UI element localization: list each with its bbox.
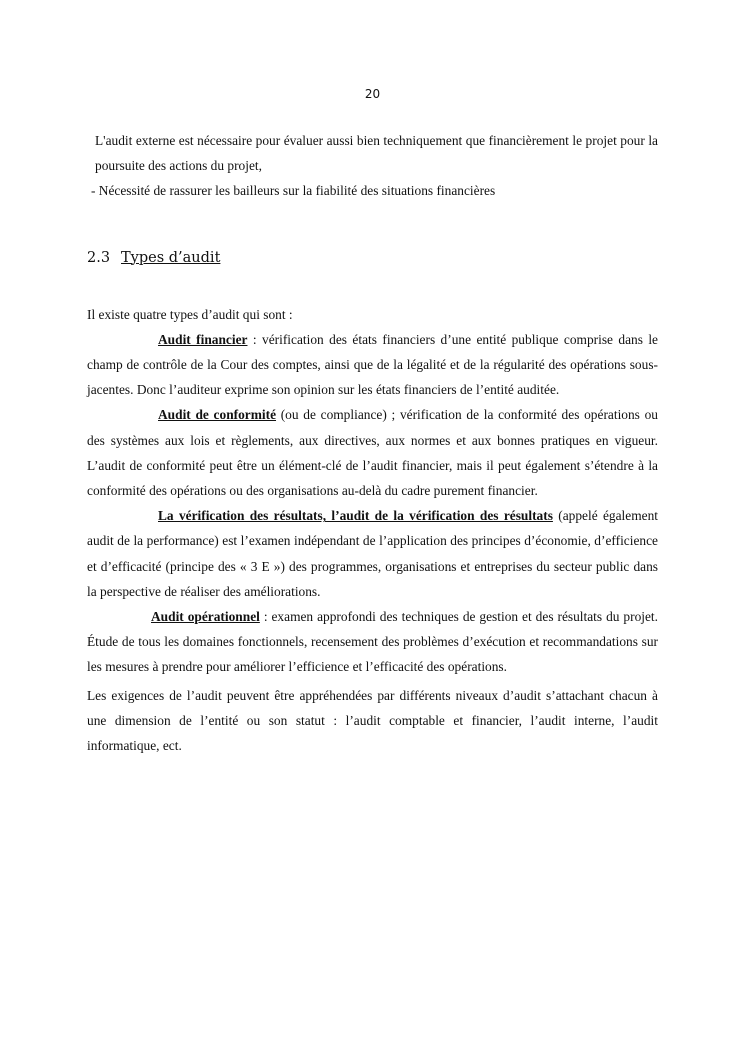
audit-type-performance xyxy=(87,503,658,604)
audit-type-financial xyxy=(87,327,658,403)
page-number: 20 xyxy=(364,87,381,101)
audit-type-operational xyxy=(87,604,658,680)
audit-description: (ou de compliance) ; vérification de la conformité des opérations ou des systèmes aux lois et règlements, aux directives, aux normes et aux bonnes pratiques en vigueur. L’audit de conformité peut être un élément-clé de l’audit financier, mais il peut également s’étendre à la conformité des opérations ou des organisations au-delà du cadre purement financier. xyxy=(87,407,658,499)
intro-paragraph: L'audit externe est nécessaire pour évaluer aussi bien techniquement que financièrement le projet pour la poursuite des actions du projet, xyxy=(95,133,658,174)
audit-description: : vérification des états financiers d’une entité publique comprise dans le champ de contrôle de la Cour des comptes, ainsi que de la légalité et de la régularité des opérations sous-jacentes. Donc l’auditeur exprime son opinion sur les états financiers de l’entité auditée. xyxy=(87,331,658,398)
section-title: Types d’audit xyxy=(121,249,221,266)
section-heading xyxy=(87,248,658,268)
audit-term: Audit de conformité xyxy=(158,407,277,423)
audit-term: Audit opérationnel xyxy=(151,609,260,625)
closing-paragraph: Les exigences de l’audit peuvent être appréhendées par différents niveaux d’audit s’attachant chacun à une dimension de l’entité ou son statut : l’audit comptable et financier, l’audit interne, l’audit informatique, ect. xyxy=(87,687,658,754)
intro-bullet: - Nécessité de rassurer les bailleurs sur la fiabilité des situations financières xyxy=(91,183,496,199)
audit-description: (appelé également audit de la performance) est l’examen indépendant de l’application des principes d’économie, d’efficience et d’efficacité (principe des « 3 E ») des programmes, organisations et entreprises du secteur public dans la perspective de réaliser des améliorations. xyxy=(87,508,658,599)
audit-type-compliance xyxy=(87,402,658,503)
audit-term: Audit financier xyxy=(158,331,248,347)
audit-term: La vérification des résultats, l’audit de la vérification des résultats xyxy=(158,508,553,524)
lead-sentence: Il existe quatre types d’audit qui sont : xyxy=(87,306,293,322)
document-body xyxy=(87,128,658,758)
section-number: 2.3 xyxy=(87,249,111,266)
audit-description: : examen approfondi des techniques de gestion et des résultats du projet. Étude de tous les domaines fonctionnels, recensement des problèmes d’exécution et recommandations sur les mesures à prendre pour améliorer l’efficience et l’efficacité des opérations. xyxy=(87,609,658,675)
